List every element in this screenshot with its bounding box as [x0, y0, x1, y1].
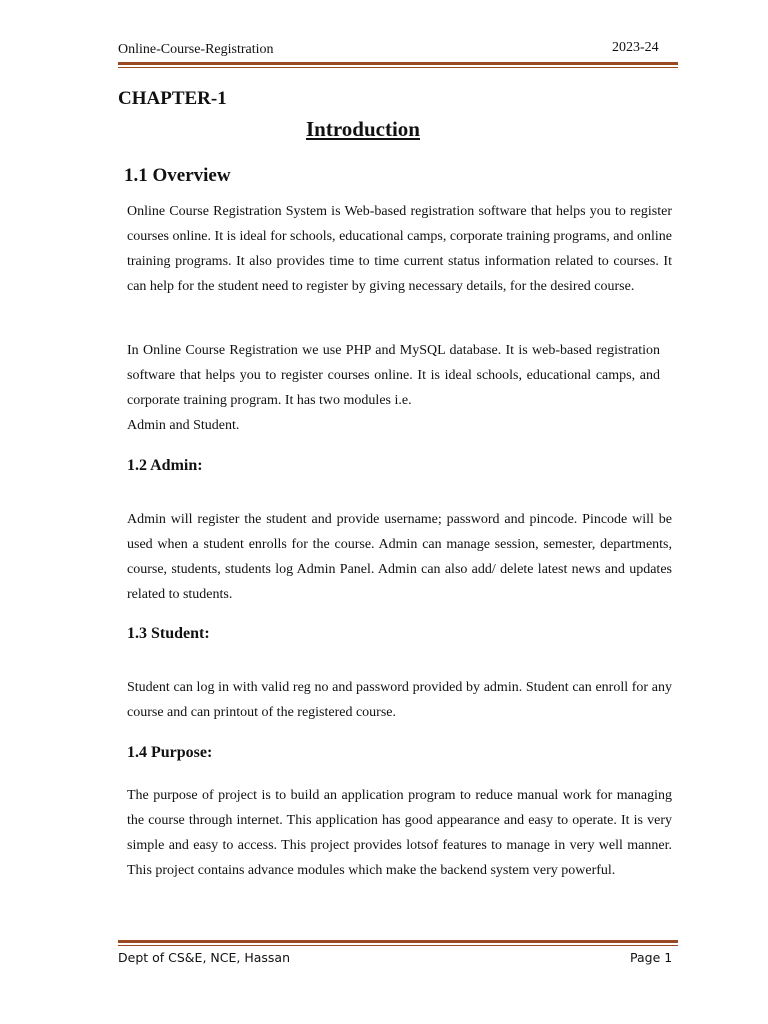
header-rule-thin	[118, 67, 678, 68]
footer-dept: Dept of CS&E, NCE, Hassan	[118, 950, 290, 965]
page-title: Introduction	[306, 117, 420, 141]
header-rule	[118, 62, 678, 68]
overview-paragraph-2-last: Admin and Student.	[127, 418, 240, 433]
overview-heading: 1.1 Overview	[124, 165, 231, 186]
student-heading: 1.3 Student:	[127, 625, 210, 642]
header-rule-thick	[118, 62, 678, 65]
overview-paragraph-2	[127, 338, 660, 438]
footer-rule-thin	[118, 945, 678, 946]
header-year: 2023-24	[612, 40, 659, 55]
purpose-paragraph: The purpose of project is to build an application program to reduce manual work for managing the course through internet. This application has good appearance and easy to operate. It is very simple and easy to access. This project provides lotsof features to manage in very well manner. This project contains advance modules which make the backend system very powerful.	[127, 788, 672, 878]
overview-paragraph-1: Online Course Registration System is Web-based registration software that helps you to register courses online. It is ideal for schools, educational camps, corporate training programs, and online training programs. It also provides time to time current status information related to courses. It can help for the student need to register by giving necessary details, for the desired course.	[127, 204, 672, 294]
overview-paragraph-2-text: In Online Course Registration we use PHP and MySQL database. It is web-based registration software that helps you to register courses online. It is ideal schools, educational camps, and corporate training program. It has two modules i.e.	[127, 343, 660, 408]
header-title: Online-Course-Registration	[118, 42, 274, 57]
student-paragraph: Student can log in with valid reg no and password provided by admin. Student can enroll for any course and can printout of the registered course.	[127, 680, 672, 720]
purpose-heading: 1.4 Purpose:	[127, 744, 213, 761]
footer-rule-thick	[118, 940, 678, 943]
chapter-label: CHAPTER-1	[118, 88, 227, 109]
admin-paragraph: Admin will register the student and provide username; password and pincode. Pincode will be used when a student enrolls for the course. Admin can manage session, semester, departments, course, students, students log Admin Panel. Admin can also add/ delete latest news and updates related to students.	[127, 512, 672, 602]
footer-rule	[118, 940, 678, 946]
admin-heading: 1.2 Admin:	[127, 457, 203, 474]
footer-page-number: Page 1	[630, 950, 673, 965]
